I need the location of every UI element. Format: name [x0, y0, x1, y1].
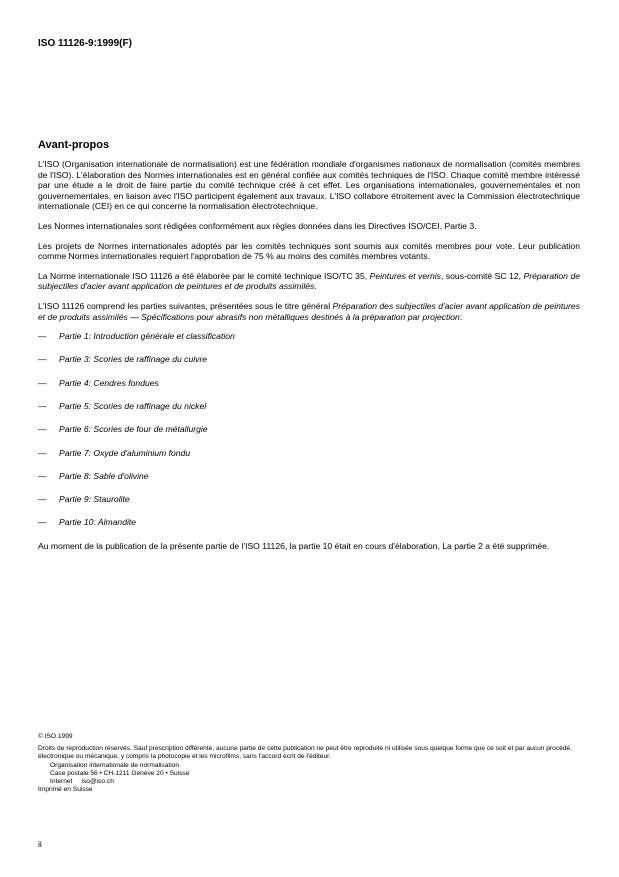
part-label: Partie 8: Sable d'olivine [59, 470, 149, 481]
paragraph-committee [38, 271, 580, 292]
paragraph-voting: Les projets de Normes internationales adoptés par les comités techniques sont soumis aux comités membres pour vote. Leur publication comme Normes internationales requiert l'approbation de 75 % au moins des comités membres votants. [38, 240, 580, 262]
part-label: Partie 7: Oxyde d'aluminium fondu [59, 447, 191, 458]
postal-address: Case postale 56 • CH-1211 Genève 20 • Suisse [50, 769, 190, 777]
copyright-footer [38, 733, 583, 794]
list-item [38, 494, 580, 505]
parts-intro-colon: : [459, 311, 463, 322]
copyright-line: © ISO 1999 [38, 733, 73, 740]
part-label: Partie 10: Almandite [59, 517, 137, 528]
part-label: Partie 4: Cendres fondues [59, 377, 159, 388]
general-title: Préparation des subjectiles d'acier avant application de peintures et de produits assimilés — Spécifications pour abrasifs non métalliques destinés à la préparation par projection [38, 300, 580, 322]
list-dash: — [38, 400, 47, 411]
committee-sc-title: Préparation de subjectiles d'acier avant application de peintures et de produits assimilés [38, 270, 581, 292]
printed-in: Imprimé en Suisse [38, 786, 93, 794]
parts-intro-text: L'ISO 11126 comprend les parties suivantes, présentées sous le titre général [38, 300, 333, 311]
part-label: Partie 1: Introduction générale et classification [59, 331, 235, 342]
committee-text-2: , sous-comité SC 12, [440, 270, 524, 281]
list-dash: — [38, 494, 47, 505]
section-title: Avant-propos [38, 139, 110, 151]
committee-text-1: La Norme internationale ISO 11126 a été élaborée par le comité technique ISO/TC 35, [38, 270, 370, 281]
list-item [38, 517, 580, 528]
list-dash: — [38, 447, 47, 458]
committee-tc-title: Peintures et vernis [369, 270, 441, 281]
list-dash: — [38, 331, 47, 342]
paragraph-publication-note: Au moment de la publication de la présente partie de l'ISO 11126, la partie 10 était en cours d'élaboration. La partie 2 a été supprimée. [38, 540, 550, 551]
part-label: Partie 5: Scories de raffinage du nickel [59, 400, 207, 411]
list-dash: — [38, 354, 47, 365]
document-identifier: ISO 11126-9:1999(F) [38, 38, 132, 49]
list-dash: — [38, 517, 47, 528]
page-number: ii [38, 839, 42, 849]
foreword-section [38, 139, 580, 560]
internet-address: Internet iso@iso.ch [50, 778, 114, 786]
list-dash: — [38, 377, 47, 388]
list-item [38, 354, 580, 365]
part-label: Partie 6: Scories de four de métallurgie [59, 424, 208, 435]
list-item [38, 378, 580, 389]
list-item [38, 424, 580, 435]
paragraph-directives: Les Normes internationales sont rédigées conformément aux règles données dans les Directives ISO/CEI, Partie 3. [38, 220, 477, 231]
list-dash: — [38, 424, 47, 435]
parts-list [38, 331, 580, 528]
paragraph-parts-intro [38, 301, 580, 322]
list-dash: — [38, 470, 47, 481]
part-label: Partie 9: Staurolite [59, 494, 130, 505]
committee-text-3: . [314, 281, 317, 292]
list-item [38, 331, 580, 342]
list-item [38, 471, 580, 482]
organisation-name: Organisation internationale de normalisation [50, 761, 180, 769]
list-item [38, 448, 580, 459]
paragraph-iso-intro: L'ISO (Organisation internationale de normalisation) est une fédération mondiale d'organismes nationaux de normalisation (comités membres de l'ISO). L'élaboration des Normes internationales est en général confiée aux comités techniques de l'ISO. Chaque comité membre intéressé par une étude a le droit de faire partie du comité technique créé à cet effet. Les organisations internationales, gouvernementales et non gouvernementales, en liaison avec l'ISO participent également aux travaux. L'ISO collabore étroitement avec la Commission électrotechnique internationale (CEI) en ce qui concerne la normalisation électrotechnique. [38, 159, 580, 212]
rights-notice: Droits de reproduction réservés. Sauf prescription différente, aucune partie de cette publication ne peut être reproduite ni utilisée sous quelque forme que ce soit et par aucun procédé, électronique ou mécanique, y compris la photocopie et les microfilms, sans l'accord écrit de l'éditeur. [38, 745, 572, 761]
list-item [38, 401, 580, 412]
part-label: Partie 3: Scories de raffinage du cuivre [59, 354, 208, 365]
